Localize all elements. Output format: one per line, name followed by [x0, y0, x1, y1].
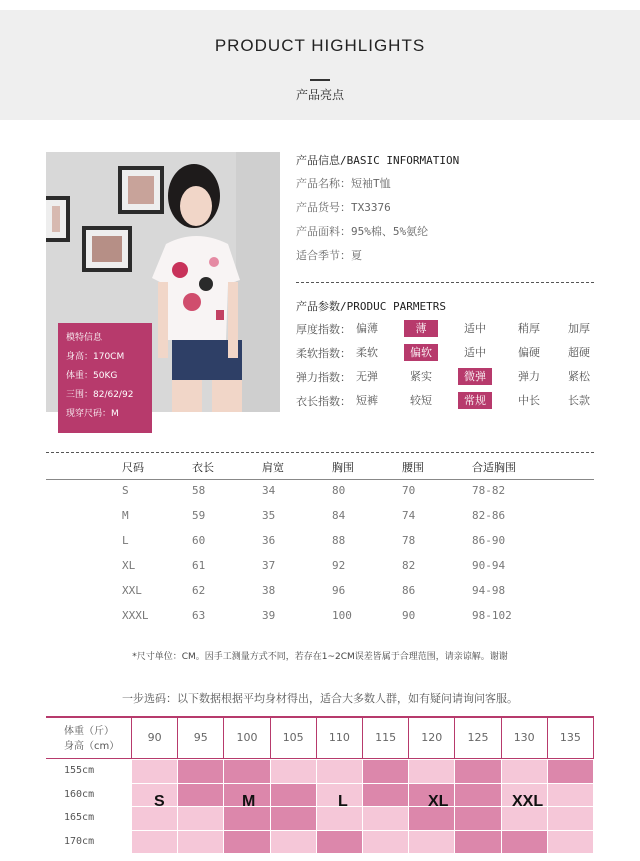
- grid-cell: [271, 760, 317, 784]
- param-option: 偏硬: [518, 346, 540, 359]
- height-label: 165cm: [64, 812, 95, 823]
- model-height: 身高：170CM: [66, 352, 125, 362]
- product-code-line: [296, 196, 596, 220]
- size-table-row: [0, 509, 640, 529]
- height-label: 155cm: [64, 765, 95, 776]
- param-row: [296, 391, 596, 411]
- param-option: 稍厚: [518, 322, 540, 335]
- weight-header: 120: [409, 718, 455, 758]
- param-option-selected: 常规: [458, 392, 492, 409]
- grid-cell: [548, 760, 594, 784]
- size-cell: L: [122, 534, 129, 547]
- grid-cell: [363, 760, 409, 784]
- size-cell: 61: [192, 559, 206, 572]
- grid-header-line: [46, 758, 594, 759]
- product-name-label: 产品名称：: [296, 177, 351, 190]
- product-fabric-label: 产品面料：: [296, 225, 351, 238]
- param-row: [296, 343, 596, 363]
- model-measurements: 三围：82/62/92: [66, 390, 134, 400]
- product-code-label: 产品货号：: [296, 201, 351, 214]
- size-cell: 92: [332, 559, 346, 572]
- size-cell: 94-98: [472, 584, 506, 597]
- grid-cell: [178, 831, 224, 855]
- param-option: 适中: [464, 346, 486, 359]
- size-cell: 60: [192, 534, 206, 547]
- size-cell: 59: [192, 509, 206, 522]
- param-label: 厚度指数：: [296, 323, 351, 336]
- size-table-row: [0, 609, 640, 629]
- info-divider: [296, 282, 594, 283]
- product-name-value: 短袖T恤: [351, 177, 391, 190]
- param-option: 长款: [568, 394, 590, 407]
- param-option: 紧实: [410, 370, 432, 383]
- grid-cell: [224, 760, 270, 784]
- size-cell: XXL: [122, 584, 142, 597]
- banner-divider: [310, 79, 330, 81]
- banner-title-cn: 产品亮点: [295, 88, 344, 102]
- weight-header: 110: [317, 718, 363, 758]
- param-row: [296, 367, 596, 387]
- product-code-value: TX3376: [351, 201, 391, 214]
- weight-header: 100: [224, 718, 270, 758]
- param-label: 衣长指数：: [296, 395, 351, 408]
- size-cell: S: [122, 484, 129, 497]
- size-cell: XL: [122, 559, 136, 572]
- weight-header: 90: [132, 718, 178, 758]
- grid-cell: [317, 831, 363, 855]
- grid-cell: [548, 807, 594, 831]
- grid-cell: [178, 807, 224, 831]
- size-cell: XXXL: [122, 609, 149, 622]
- grid-cell: [455, 760, 501, 784]
- weight-header: 95: [178, 718, 224, 758]
- grid-cell: [548, 784, 594, 808]
- model-wearing-size: 现穿尺码：M: [66, 409, 119, 419]
- basic-information: [296, 152, 596, 268]
- grid-cell: [317, 760, 363, 784]
- size-cell: 88: [332, 534, 346, 547]
- size-cell: 82: [402, 559, 416, 572]
- grid-cell: [409, 760, 455, 784]
- size-cell: 63: [192, 609, 206, 622]
- measurement-note: *尺寸单位：CM。因手工测量方式不同，若存在1~2CM误差皆属于合理范围，请亲谅解。谢谢: [132, 652, 508, 662]
- size-cell: 35: [262, 509, 276, 522]
- size-cell: 62: [192, 584, 206, 597]
- grid-cell: [455, 807, 501, 831]
- size-cell: 37: [262, 559, 276, 572]
- grid-cell: [178, 760, 224, 784]
- size-col-header: 肩宽: [262, 461, 284, 474]
- recommended-size-label: S: [154, 793, 165, 810]
- param-option-selected: 薄: [404, 320, 438, 337]
- model-info-title: 模特信息: [66, 333, 103, 343]
- size-cell: 84: [332, 509, 346, 522]
- size-cell: 39: [262, 609, 276, 622]
- param-option: 柔软: [356, 346, 378, 359]
- size-cell: M: [122, 509, 129, 522]
- grid-cell: [455, 831, 501, 855]
- size-table-header: [0, 457, 640, 477]
- height-label: 170cm: [64, 835, 95, 847]
- product-season-value: 夏: [351, 249, 362, 262]
- param-option: 短裤: [356, 394, 378, 407]
- param-option: 中长: [518, 394, 540, 407]
- param-row: [296, 319, 596, 339]
- recommended-size-label: M: [242, 793, 256, 810]
- product-season-line: [296, 244, 596, 268]
- param-option: 较短: [410, 394, 432, 407]
- size-cell: 74: [402, 509, 416, 522]
- size-cell: 90-94: [472, 559, 506, 572]
- size-table-header-line: [46, 479, 594, 480]
- recommended-size-label: XL: [428, 793, 449, 810]
- model-weight: 体重：50KG: [66, 371, 118, 381]
- param-option: 弹力: [518, 370, 540, 383]
- grid-cell: [271, 784, 317, 808]
- basic-info-title: 产品信息/BASIC INFORMATION: [296, 154, 460, 167]
- param-option-selected: 微弹: [458, 368, 492, 385]
- grid-cell: [132, 760, 178, 784]
- grid-cell: [548, 831, 594, 855]
- param-option: 加厚: [568, 322, 590, 335]
- size-recommend-grid: [46, 716, 594, 852]
- size-table-row: [0, 484, 640, 504]
- size-cell: 90: [402, 609, 416, 622]
- size-cell: 38: [262, 584, 276, 597]
- grid-cell: [502, 760, 548, 784]
- size-table-row: [0, 559, 640, 579]
- size-cell: 36: [262, 534, 276, 547]
- grid-cell: [363, 784, 409, 808]
- size-cell: 82-86: [472, 509, 506, 522]
- weight-header: 115: [363, 718, 409, 758]
- recommend-note: 一步选码：以下数据根据平均身材得出，适合大多数人群，如有疑问请询问客服。: [122, 692, 518, 705]
- grid-cell: [455, 784, 501, 808]
- corner-height-label: 身高（cm）: [64, 741, 120, 752]
- product-fabric-value: 95%棉、5%氨纶: [351, 225, 429, 238]
- size-cell: 96: [332, 584, 346, 597]
- size-cell: 86-90: [472, 534, 506, 547]
- param-label: 柔软指数：: [296, 347, 351, 360]
- size-cell: 100: [332, 609, 352, 622]
- product-name-line: [296, 172, 596, 196]
- recommended-size-label: XXL: [512, 793, 544, 810]
- size-cell: 86: [402, 584, 416, 597]
- grid-cell: [132, 831, 178, 855]
- param-option: 适中: [464, 322, 486, 335]
- size-cell: 70: [402, 484, 416, 497]
- param-option: 超硬: [568, 346, 590, 359]
- size-col-header: 尺码: [122, 461, 144, 474]
- size-cell: 78: [402, 534, 416, 547]
- recommended-size-label: L: [338, 793, 348, 810]
- size-cell: 58: [192, 484, 206, 497]
- size-cell: 80: [332, 484, 346, 497]
- size-col-header: 衣长: [192, 461, 214, 474]
- grid-cell: [178, 784, 224, 808]
- weight-header: 105: [271, 718, 317, 758]
- size-col-header: 胸围: [332, 461, 354, 474]
- banner-title-en: PRODUCT HIGHLIGHTS: [214, 36, 426, 55]
- grid-corner-label: [46, 718, 132, 758]
- weight-header: 125: [455, 718, 501, 758]
- weight-header: 130: [502, 718, 548, 758]
- size-table-top-divider: [46, 452, 594, 453]
- param-label: 弹力指数：: [296, 371, 351, 384]
- param-option: 偏薄: [356, 322, 378, 335]
- grid-cell: [363, 807, 409, 831]
- size-cell: 34: [262, 484, 276, 497]
- grid-cell: [409, 831, 455, 855]
- weight-header: 135: [548, 718, 594, 758]
- grid-cell: [224, 831, 270, 855]
- product-fabric-line: [296, 220, 596, 244]
- corner-weight-label: 体重（斤）: [64, 726, 114, 737]
- size-col-header: 合适胸围: [472, 461, 516, 474]
- size-table-row: [0, 534, 640, 554]
- param-option: 紧松: [568, 370, 590, 383]
- param-option: 无弹: [356, 370, 378, 383]
- size-table-row: [0, 584, 640, 604]
- grid-cell: [502, 831, 548, 855]
- height-label: 160cm: [64, 788, 95, 800]
- size-cell: 98-102: [472, 609, 512, 622]
- highlights-banner: [0, 10, 640, 120]
- product-season-label: 适合季节：: [296, 249, 351, 262]
- size-col-header: 腰围: [402, 461, 424, 474]
- grid-cell: [271, 807, 317, 831]
- model-info-box: [58, 323, 152, 433]
- grid-cell: [363, 831, 409, 855]
- grid-cell: [271, 831, 317, 855]
- params-title: 产品参数/PRODUC PARMETRS: [296, 300, 446, 313]
- size-cell: 78-82: [472, 484, 506, 497]
- param-option-selected: 偏软: [404, 344, 438, 361]
